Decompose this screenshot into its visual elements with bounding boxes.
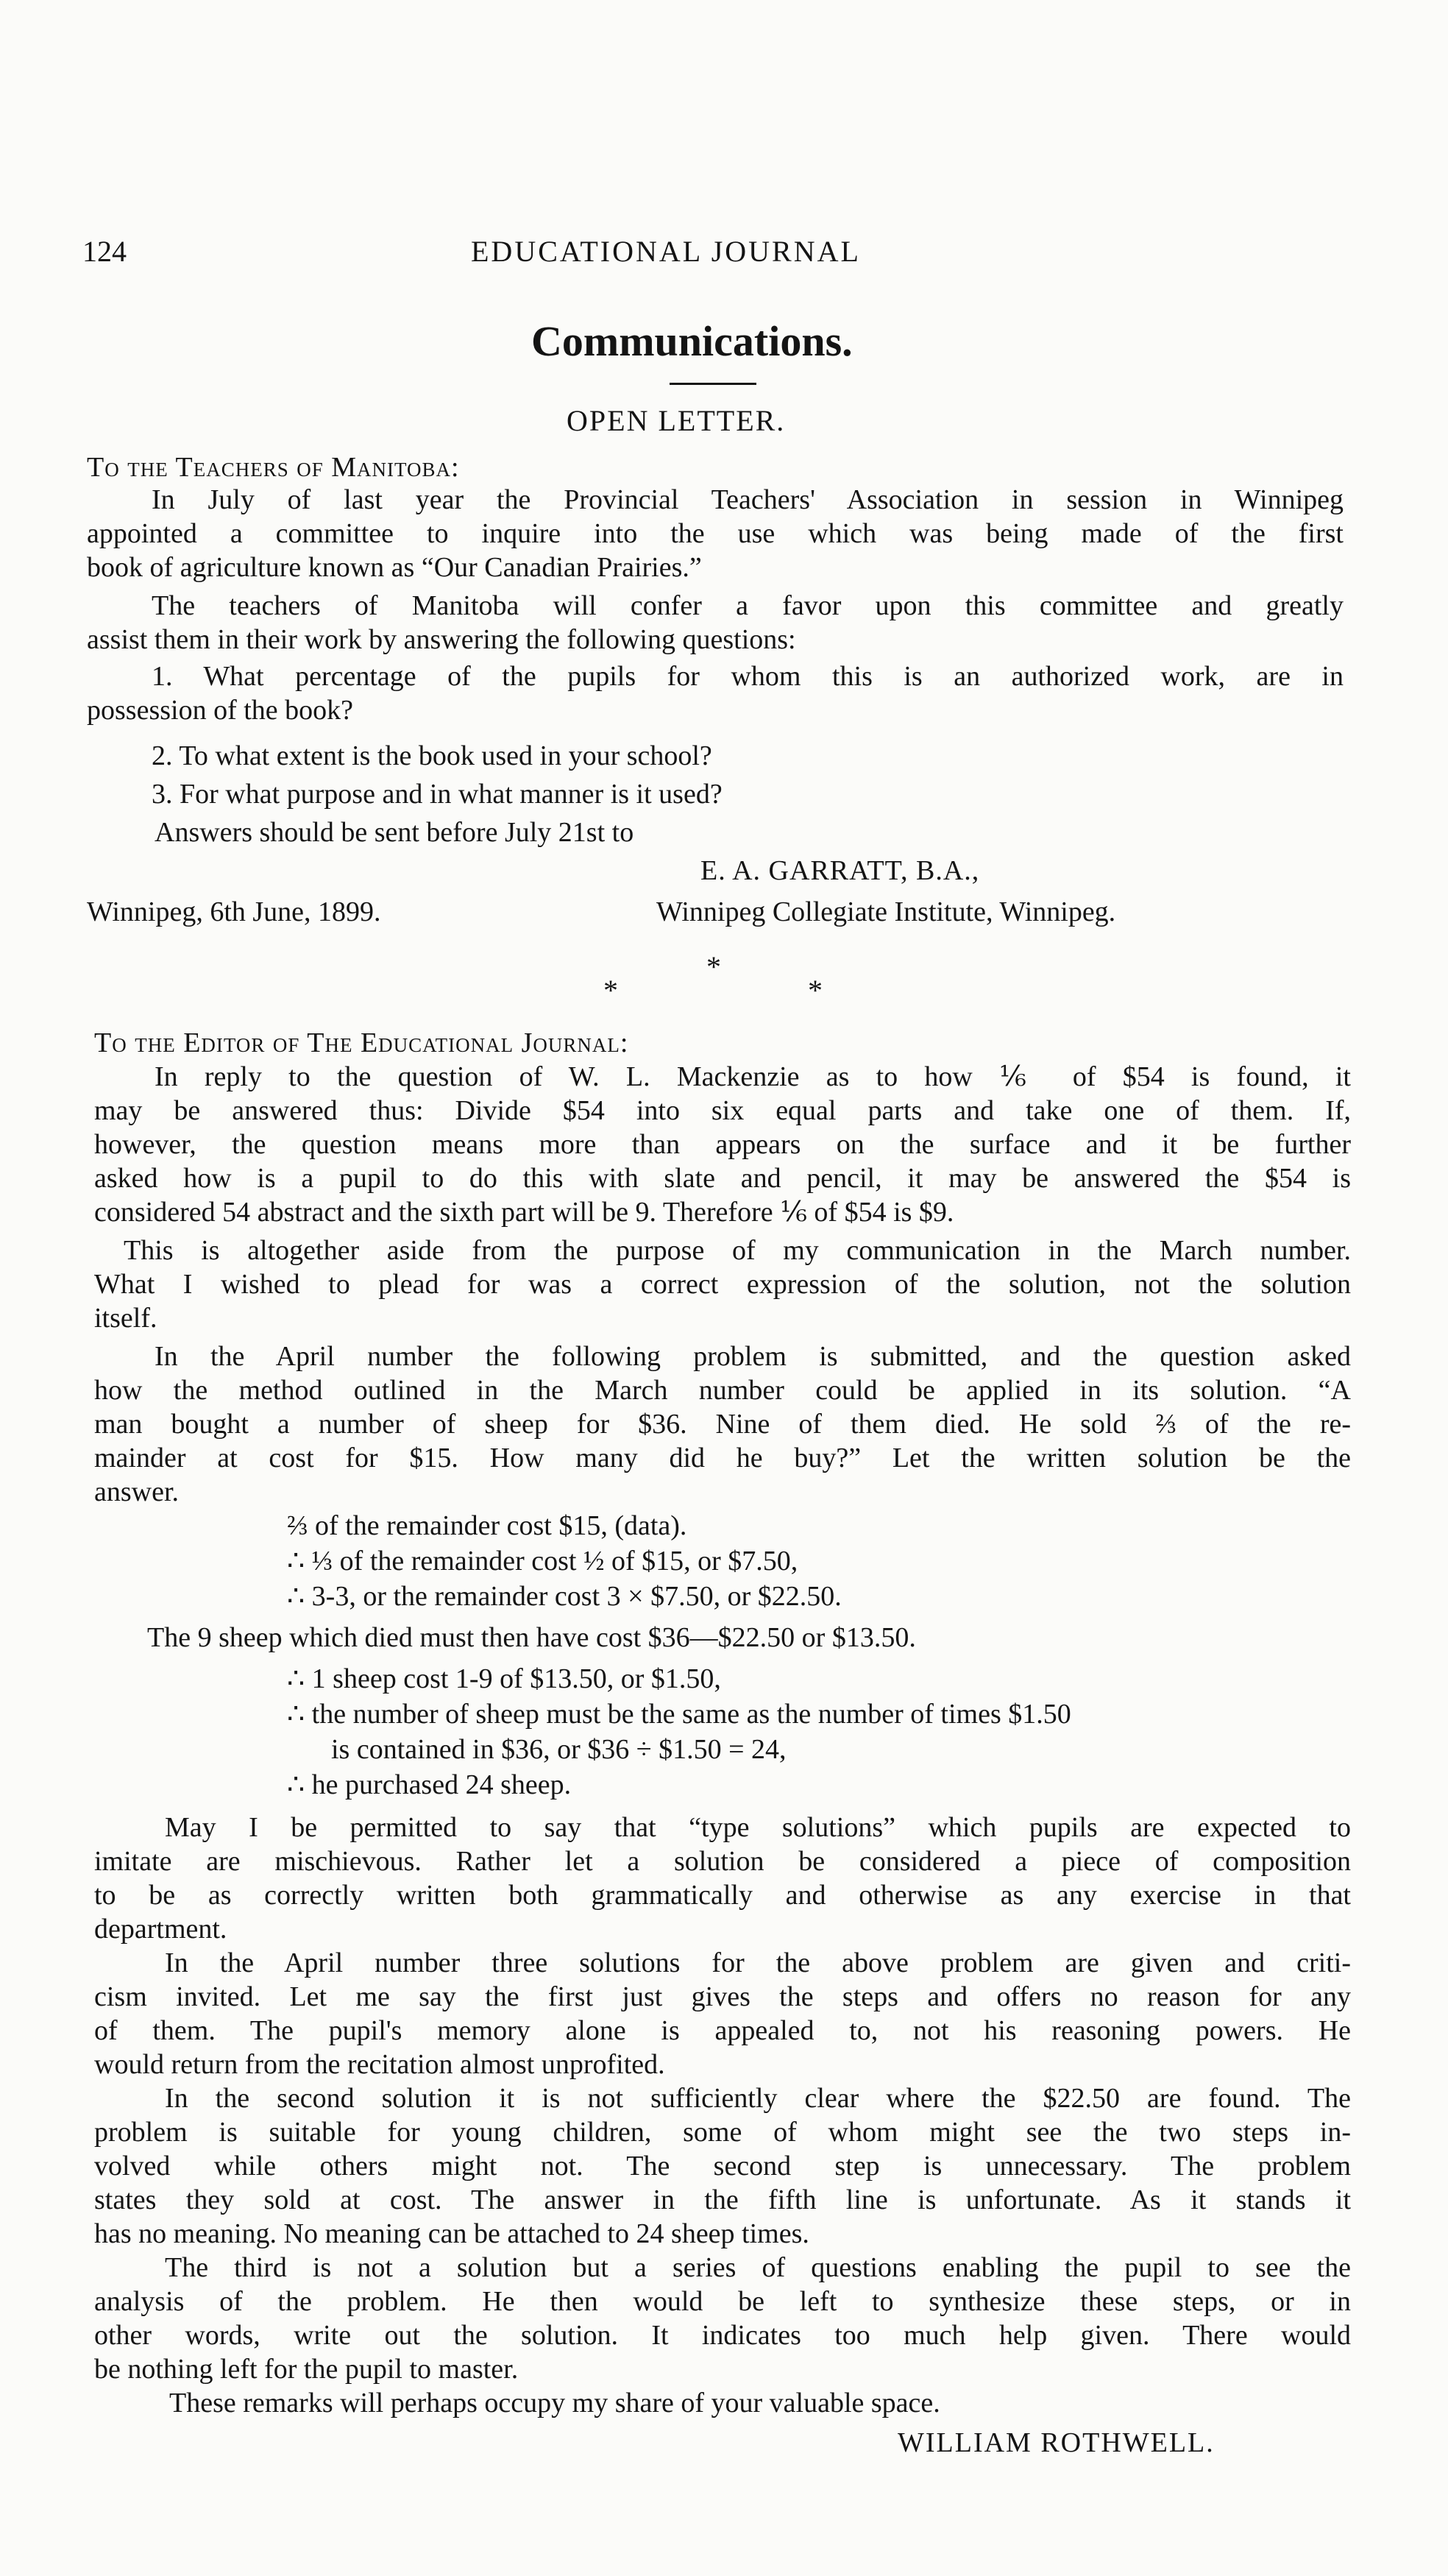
running-head: EDUCATIONAL JOURNAL xyxy=(471,235,861,268)
open-letter-paragraph-2: The teachers of Manitoba will confer a favor upon this committee and greatly assist them in their work by answering the following questions: xyxy=(87,590,1344,655)
separator-star: * xyxy=(808,974,823,1007)
title-rule xyxy=(670,383,756,385)
letter-paragraph-4: May I be permitted to say that “type solutions” which pupils are expected to imitate are mischievous. Rather let a solution be considered a piece of composition to be as correctly written both grammatically and otherwise as any exercise in that department. xyxy=(94,1812,1351,1945)
open-letter-heading: OPEN LETTER. xyxy=(567,404,786,437)
letter-salutation: To the Editor of The Educational Journal: xyxy=(94,1027,629,1058)
solution-main-line: The 9 sheep which died must then have cost $36—$22.50 or $13.50. xyxy=(147,1622,916,1653)
signer-name: E. A. GARRATT, B.A., xyxy=(700,855,980,886)
question-1: 1. What percentage of the pupils for whom this is an authorized work, are in possession of the book? xyxy=(87,661,1344,726)
solution-line: ∴ ⅓ of the remainder cost ½ of $15, or $7.50, xyxy=(287,1546,798,1577)
place-and-date: Winnipeg, 6th June, 1899. xyxy=(87,896,381,927)
question-2: 2. To what extent is the book used in your school? xyxy=(152,740,712,771)
letter-paragraph-7: The third is not a solution but a series of questions enabling the pupil to see the analysis of the problem. He then would be left to synthesize these steps, or in other words, write out the solution. It indicates too much help given. There would be nothing left for the pupil to master. xyxy=(94,2252,1351,2385)
letter-paragraph-5: In the April number three solutions for the above problem are given and criti- cism invited. Let me say the first just gives the steps and offers no reason for any of them. The pupil's memory alone is appealed to, not his reasoning powers. He would return from the recitation almost unprofited. xyxy=(94,1947,1351,2080)
letter-closing: These remarks will perhaps occupy my share of your valuable space. xyxy=(169,2388,940,2418)
solution-line: is contained in $36, or $36 ÷ $1.50 = 24, xyxy=(331,1734,787,1765)
page-number: 124 xyxy=(82,235,127,268)
open-letter-paragraph-1: In July of last year the Provincial Teachers' Association in session in Winnipeg appointed a committee to inquire into the use which was being made of the first book of agriculture known as “Our Canadian Prairies.” xyxy=(87,484,1344,583)
solution-line: ⅔ of the remainder cost $15, (data). xyxy=(287,1510,687,1541)
section-title: Communications. xyxy=(531,317,853,365)
solution-line: ∴ the number of sheep must be the same as the number of times $1.50 xyxy=(287,1699,1071,1730)
letter-paragraph-6: In the second solution it is not sufficiently clear where the $22.50 are found. The problem is suitable for young children, some of whom might see the two steps in- volved while others might not. The second step is unnecessary. The problem states they sold at cost. The answer in the fifth line is unfortunate. As it stands it has no meaning. No meaning can be attached to 24 sheep times. xyxy=(94,2083,1351,2249)
signature: WILLIAM ROTHWELL. xyxy=(898,2427,1215,2458)
letter-paragraph-3: In the April number the following problem is submitted, and the question asked how the method outlined in the March number could be applied in its solution. “A man bought a number of sheep for $36. Nine of them died. He sold ⅔ of the re- mainder at cost for $15. How many did he buy?” Let the written solution be the answer. xyxy=(94,1341,1351,1507)
separator-star: * xyxy=(603,974,618,1007)
separator-star: * xyxy=(706,950,721,983)
answers-instruction: Answers should be sent before July 21st to xyxy=(155,817,634,848)
signer-institution: Winnipeg Collegiate Institute, Winnipeg. xyxy=(656,896,1116,927)
letter-paragraph-2: This is altogether aside from the purpose of my communication in the March number. What I wished to plead for was a correct expression of the solution, not the solution itself. xyxy=(94,1235,1351,1334)
solution-line: ∴ 1 sheep cost 1-9 of $13.50, or $1.50, xyxy=(287,1663,721,1694)
solution-line: ∴ 3-3, or the remainder cost 3 × $7.50, or $22.50. xyxy=(287,1581,842,1612)
open-letter-salutation: To the Teachers of Manitoba: xyxy=(87,452,460,483)
letter-paragraph-1: In reply to the question of W. L. Mackenzie as to how ⅙ of $54 is found, it may be answered thus: Divide $54 into six equal parts and take one of them. If, however, the question means more than appears on the surface and it be further asked how is a pupil to do this with slate and pencil, it may be answered the $54 is considered 54 abstract and the sixth part will be 9. Therefore ⅙ of $54 is $9. xyxy=(94,1061,1351,1228)
question-3: 3. For what purpose and in what manner is it used? xyxy=(152,779,723,810)
solution-line: ∴ he purchased 24 sheep. xyxy=(287,1769,572,1800)
